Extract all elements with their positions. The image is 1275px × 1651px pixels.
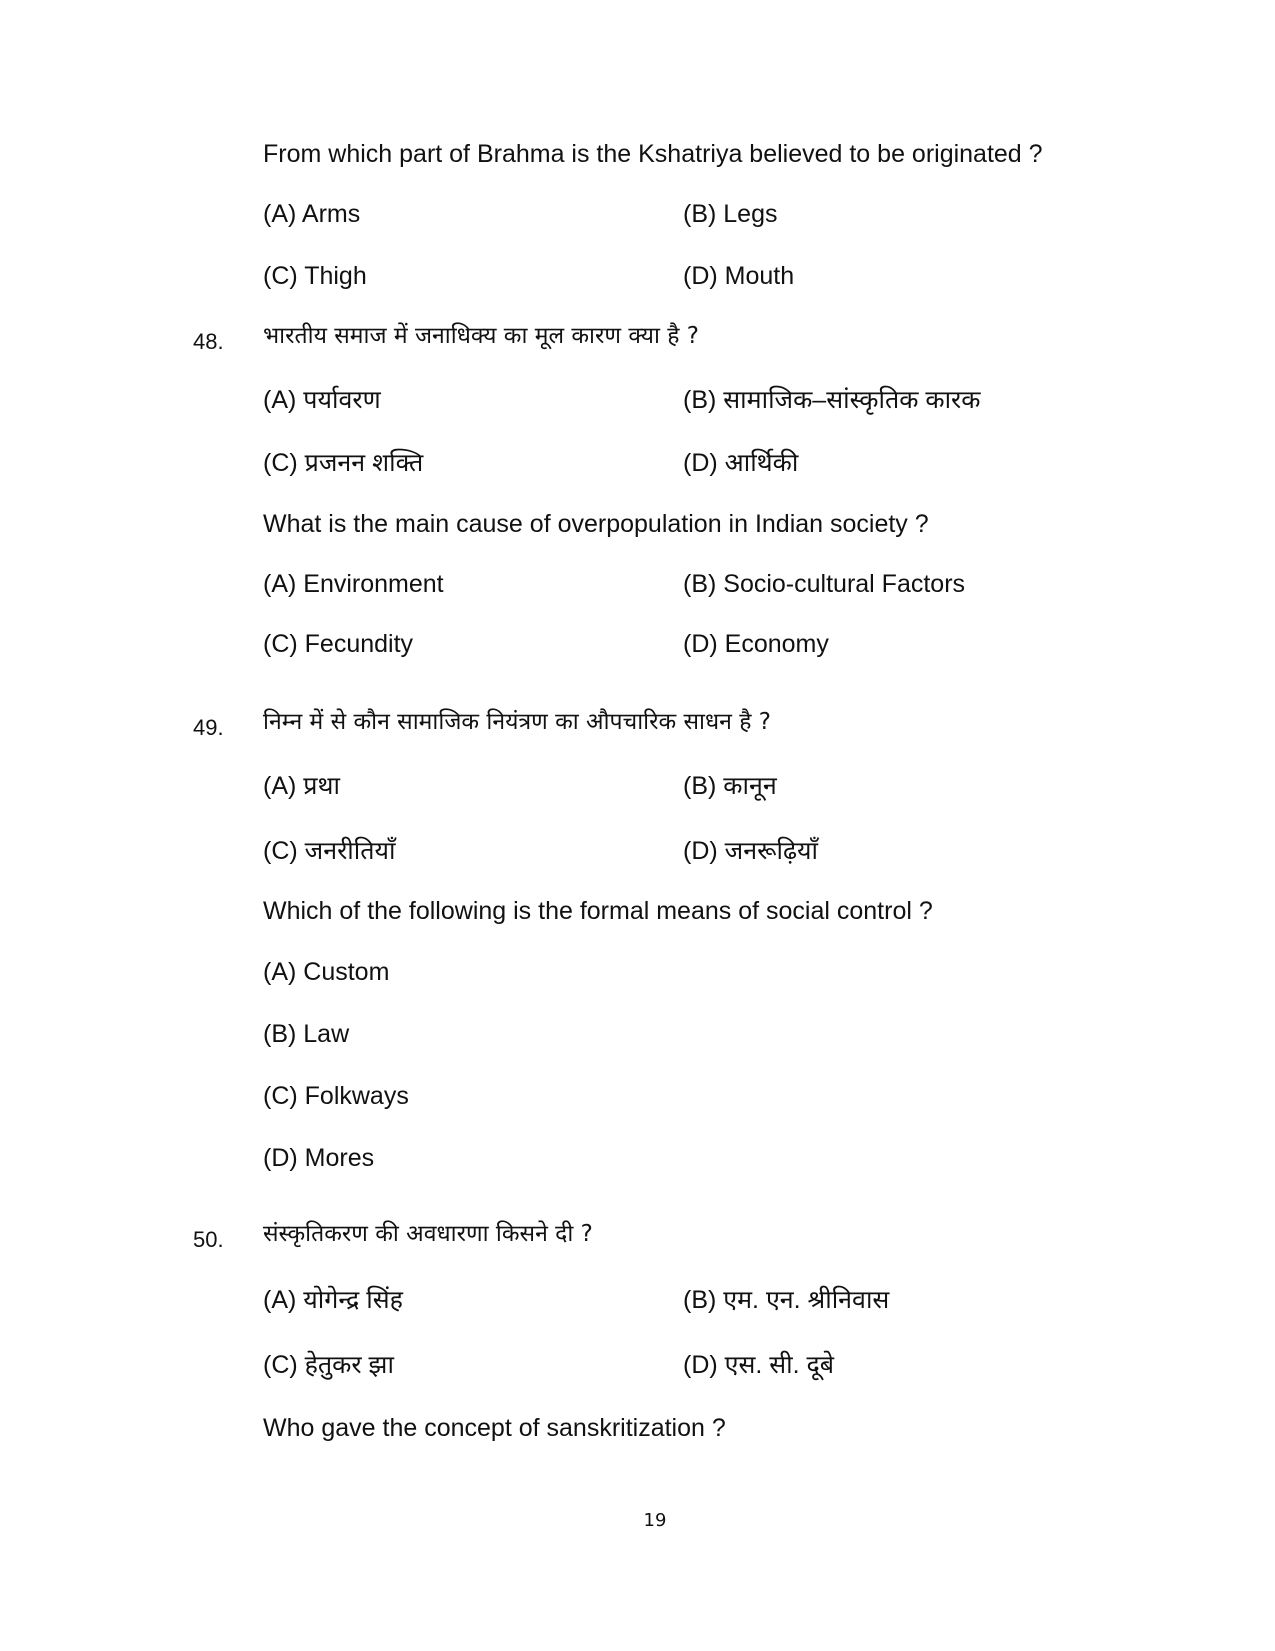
q48-option-d-hi: (D) आर्थिकी (683, 449, 799, 477)
q50-question-en: Who gave the concept of sanskritization ? (263, 1414, 726, 1442)
q48-option-d-en: (D) Economy (683, 630, 829, 658)
q48-question-en: What is the main cause of overpopulation in Indian society ? (263, 510, 929, 538)
q49-number: 49. (193, 715, 224, 740)
page-number: 19 (643, 1510, 667, 1531)
q48-option-a-hi: (A) पर्यावरण (263, 386, 381, 414)
q49-option-d-en: (D) Mores (263, 1144, 375, 1172)
q50-option-a-hi: (A) योगेन्द्र सिंह (263, 1286, 403, 1314)
q49-option-b-en: (B) Law (263, 1020, 350, 1048)
q48-option-c-en: (C) Fecundity (263, 630, 414, 658)
q48-option-c-hi: (C) प्रजनन शक्ति (263, 449, 424, 477)
q48-option-b-en: (B) Socio-cultural Factors (683, 570, 966, 598)
q48-option-b-hi: (B) सामाजिक–सांस्कृतिक कारक (683, 386, 981, 414)
q49-option-b-hi: (B) कानून (683, 772, 777, 800)
q47-question-en: From which part of Brahma is the Kshatriya believed to be originated ? (263, 140, 1043, 168)
q50-option-b-hi: (B) एम. एन. श्रीनिवास (683, 1286, 890, 1314)
q47-option-a: (A) Arms (263, 200, 361, 228)
q50-question-hi: संस्कृतिकरण की अवधारणा किसने दी ? (263, 1221, 593, 1247)
q49-option-d-hi: (D) जनरूढ़ियाँ (683, 837, 819, 865)
q49-question-en: Which of the following is the formal means of social control ? (263, 897, 933, 925)
q50-option-c-hi: (C) हेतुकर झा (263, 1351, 394, 1379)
q47-option-c: (C) Thigh (263, 262, 367, 290)
q49-option-a-en: (A) Custom (263, 958, 390, 986)
q49-option-a-hi: (A) प्रथा (263, 772, 340, 800)
q49-option-c-en: (C) Folkways (263, 1082, 409, 1110)
q48-question-hi: भारतीय समाज में जनाधिक्य का मूल कारण क्या है ? (263, 323, 700, 349)
q50-number: 50. (193, 1227, 224, 1252)
q50-option-d-hi: (D) एस. सी. दूबे (683, 1351, 835, 1379)
q48-number: 48. (193, 329, 224, 354)
q47-option-d: (D) Mouth (683, 262, 795, 290)
q47-option-b: (B) Legs (683, 200, 778, 228)
q49-option-c-hi: (C) जनरीतियाँ (263, 837, 396, 865)
q48-option-a-en: (A) Environment (263, 570, 444, 598)
q49-question-hi: निम्न में से कौन सामाजिक नियंत्रण का औपचारिक साधन है ? (263, 709, 771, 735)
